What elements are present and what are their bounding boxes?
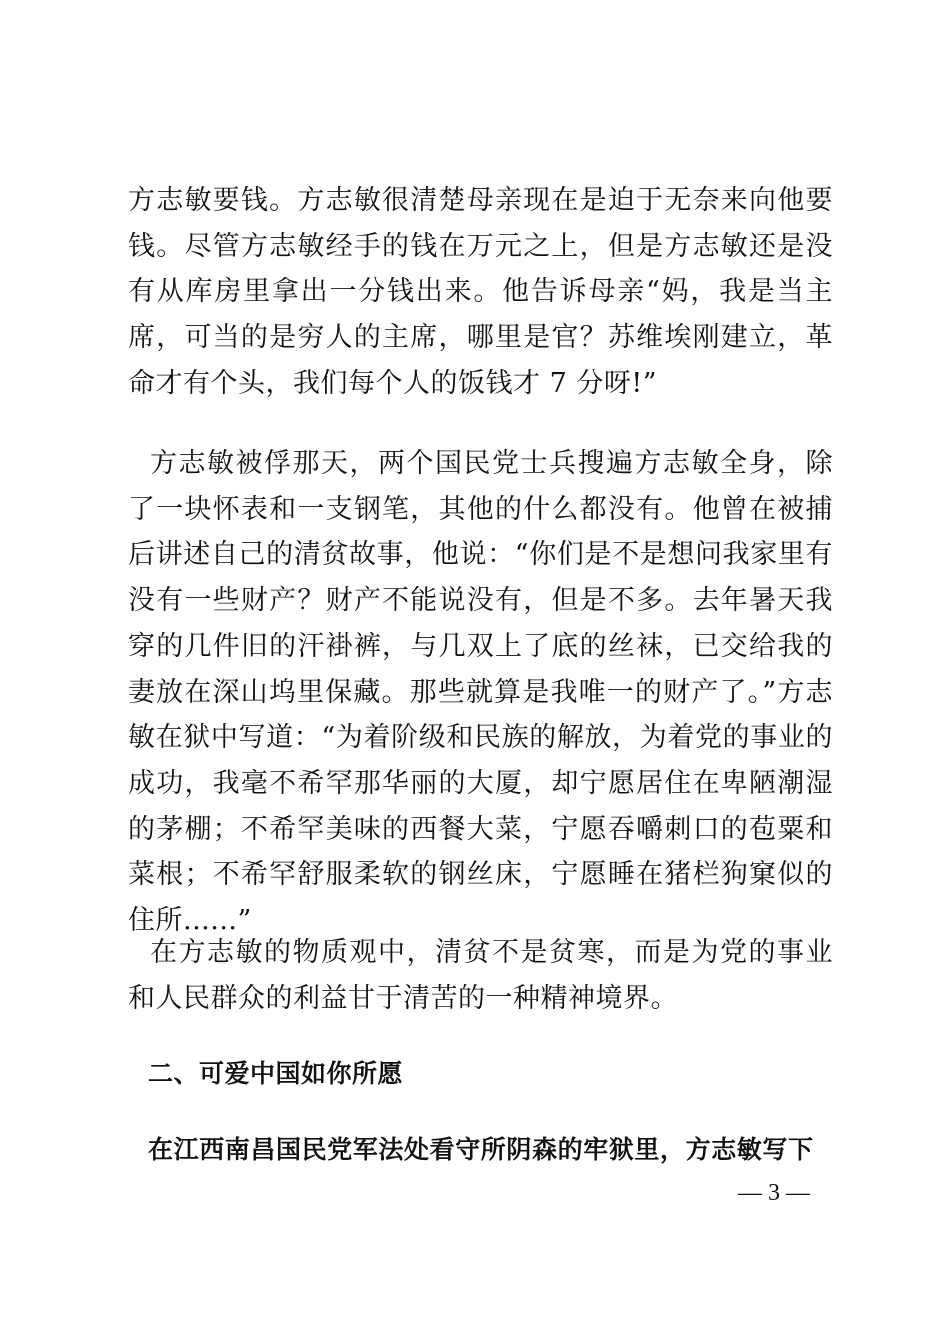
paragraph-1: 方志敏要钱。方志敏很清楚母亲现在是迫于无奈来向他要钱。尽管方志敏经手的钱在万元之上，但是方志敏还是没有从库房里拿出一分钱出来。他告诉母亲“妈，我是当主席，可当的是穷人的主席，哪里是官？苏维埃刚建立，革命才有个头，我们每个人的饭钱才 7 分呀!” (128, 185, 833, 399)
bold-paragraph-start: 在江西南昌国民党军法处看守所阴森的牢狱里，方志敏写下 (148, 1135, 814, 1164)
page-number: — 3 — (738, 1180, 810, 1206)
paragraph-3: 在方志敏的物质观中，清贫不是贫寒，而是为党的事业和人民群众的利益甘于清苦的一种精神境界。 (128, 937, 833, 1014)
paragraph-2: 方志敏被俘那天，两个国民党士兵搜遍方志敏全身，除了一块怀表和一支钢笔，其他的什么都没有。他曾在被捕后讲述自己的清贫故事，他说：“你们是不是想问我家里有没有一些财产？财产不能说没有，但是不多。去年暑天我穿的几件旧的汗褂裤，与几双上了底的丝袜，已交给我的妻放在深山坞里保藏。那些就算是我唯一的财产了。”方志敏在狱中写道：“为着阶级和民族的解放，为着党的事业的成功，我毫不希罕那华丽的大厦，却宁愿居住在卑陋潮湿的茅棚；不希罕美味的西餐大菜，宁愿吞嚼刺口的苞粟和菜根；不希罕舒服柔软的钢丝床，宁愿睡在猪栏狗窠似的住所......” (128, 448, 833, 937)
section-heading: 二、可爱中国如你所愿 (148, 1059, 404, 1088)
